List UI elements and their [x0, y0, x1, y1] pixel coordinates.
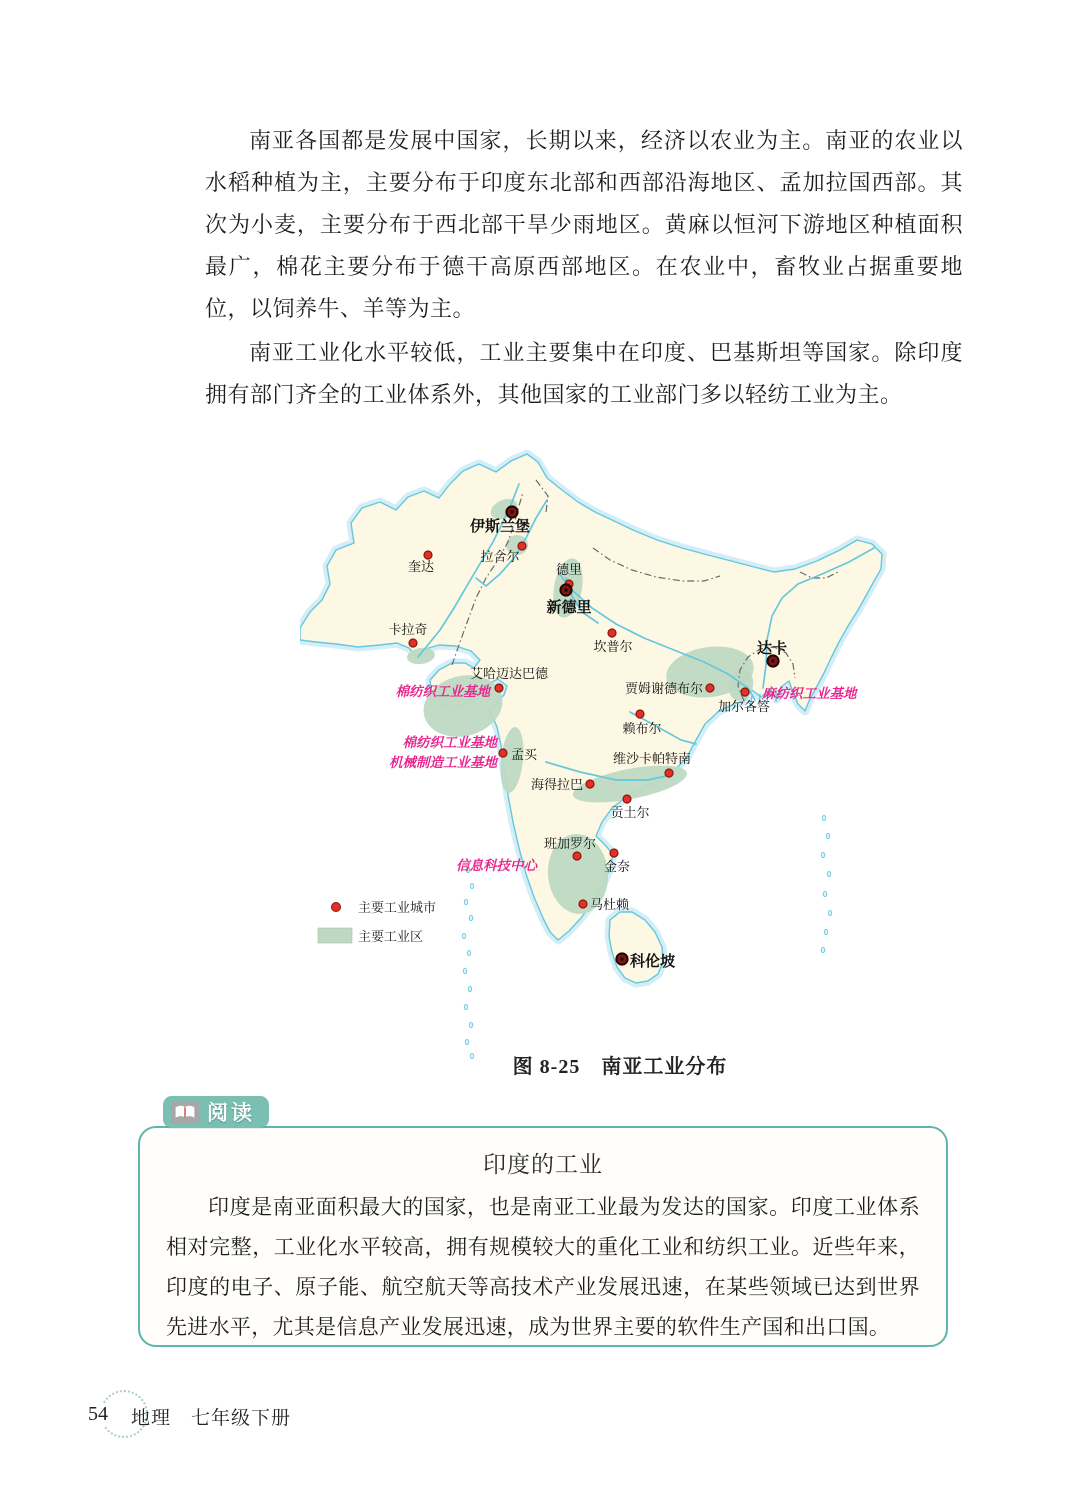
island-speck [465, 1039, 468, 1044]
city-label: 伊斯兰堡 [469, 518, 531, 535]
city-dot [424, 551, 432, 559]
reading-box [138, 1126, 948, 1347]
island-speck [823, 891, 826, 896]
city-label: 达卡 [756, 640, 788, 657]
city-dot [495, 684, 503, 692]
industry-base-label: 棉纺织工业基地 [402, 735, 497, 750]
island-speck [468, 986, 471, 991]
paragraph-industry: 南亚工业化水平较低，工业主要集中在印度、巴基斯坦等国家。除印度拥有部门齐全的工业体系外，其他国家的工业部门多以轻纺工业为主。 [205, 340, 963, 407]
island-speck [467, 950, 470, 955]
city-dot [499, 749, 507, 757]
city-label: 海得拉巴 [530, 777, 583, 792]
page-footer [0, 1398, 500, 1448]
city-label: 科伦坡 [630, 953, 676, 970]
island-speck [464, 1004, 467, 1009]
paragraph-agriculture: 南亚各国都是发展中国家，长期以来，经济以农业为主。南亚的农业以水稻种植为主，主要分布于印度东北部和西部沿海地区、孟加拉国西部。其次为小麦，主要分布于西北部干旱少雨地区。黄麻以恒河下游地区种植面积最广，棉花主要分布于德干高原西部地区。在农业中，畜牧业占据重要地位，以饲养牛、羊等为主。 [205, 128, 963, 321]
city-dot [409, 639, 417, 647]
city-label: 维沙卡帕特南 [612, 751, 692, 766]
city-label: 贡土尔 [610, 805, 650, 820]
figure-caption: 图 8-25 南亚工业分布 [512, 1056, 728, 1078]
city-dot [579, 900, 587, 908]
city-label: 奎达 [407, 559, 435, 574]
industry-base-label: 信息科技中心 [456, 858, 537, 873]
book-icon [171, 1101, 199, 1124]
island-speck [826, 833, 829, 838]
island-speck [828, 910, 831, 915]
legend-city-dot [332, 903, 341, 912]
capital-city-dot-core [771, 659, 775, 663]
capital-city-dot-core [510, 510, 514, 514]
city-dot [586, 780, 594, 788]
reading-tab-label: 阅读 [207, 1102, 255, 1125]
city-dot [665, 769, 673, 777]
industry-base-label: 棉纺织工业基地 [395, 684, 490, 699]
island-speck [462, 933, 465, 938]
island-speck [470, 883, 473, 888]
island-speck [469, 1022, 472, 1027]
capital-city-dot-core [564, 588, 568, 592]
city-label: 拉合尔 [480, 549, 520, 564]
city-label: 新德里 [546, 599, 592, 616]
reading-body: 印度是南亚面积最大的国家，也是南亚工业最为发达的国家。印度工业体系相对完整，工业化水平较高，拥有规模较大的重化工业和纺织工业。近些年来，印度的电子、原子能、航空航天等高技术产业发展迅速，在某些领域已达到世界先进水平，尤其是信息产业发展迅速，成为世界主要的软件生产国和出口国。 [166, 1195, 920, 1339]
island-speck [464, 899, 467, 904]
reading-title: 印度的工业 [483, 1151, 603, 1177]
city-dot [636, 710, 644, 718]
reading-tab [163, 1096, 269, 1128]
industry-base-label: 麻纺织工业基地 [762, 686, 857, 701]
city-label: 加尔各答 [717, 699, 771, 714]
island-speck [821, 947, 824, 952]
island-speck [822, 815, 825, 820]
city-label: 金奈 [603, 859, 631, 874]
island-speck [821, 852, 824, 857]
city-label: 孟买 [511, 747, 538, 762]
island-speck [469, 915, 472, 920]
city-dot [741, 688, 749, 696]
book-title: 地理 七年级下册 [131, 1408, 292, 1429]
city-label: 贾姆谢德布尔 [624, 681, 703, 696]
city-label: 坎普尔 [593, 639, 633, 654]
legend-city-label: 主要工业城市 [358, 900, 437, 915]
city-label: 马杜赖 [590, 897, 630, 912]
south-asia-industry-map [300, 450, 900, 1070]
legend-zone-label: 主要工业区 [358, 929, 424, 944]
city-dot [706, 684, 714, 692]
island-speck [827, 871, 830, 876]
capital-city-dot-core [620, 957, 624, 961]
city-dot [608, 629, 616, 637]
city-dot [610, 849, 618, 857]
page-number: 54 [88, 1403, 112, 1426]
industry-base-label: 机械制造工业基地 [389, 755, 497, 770]
city-label: 卡拉奇 [388, 622, 428, 637]
city-dot [573, 852, 581, 860]
island-speck [463, 968, 466, 973]
city-dot [623, 795, 631, 803]
city-label: 班加罗尔 [543, 836, 597, 851]
legend-zone-swatch [318, 928, 352, 943]
city-label: 赖布尔 [622, 721, 662, 736]
city-label: 艾哈迈达巴德 [469, 666, 549, 681]
island-speck [824, 929, 827, 934]
city-label: 德里 [555, 562, 583, 577]
